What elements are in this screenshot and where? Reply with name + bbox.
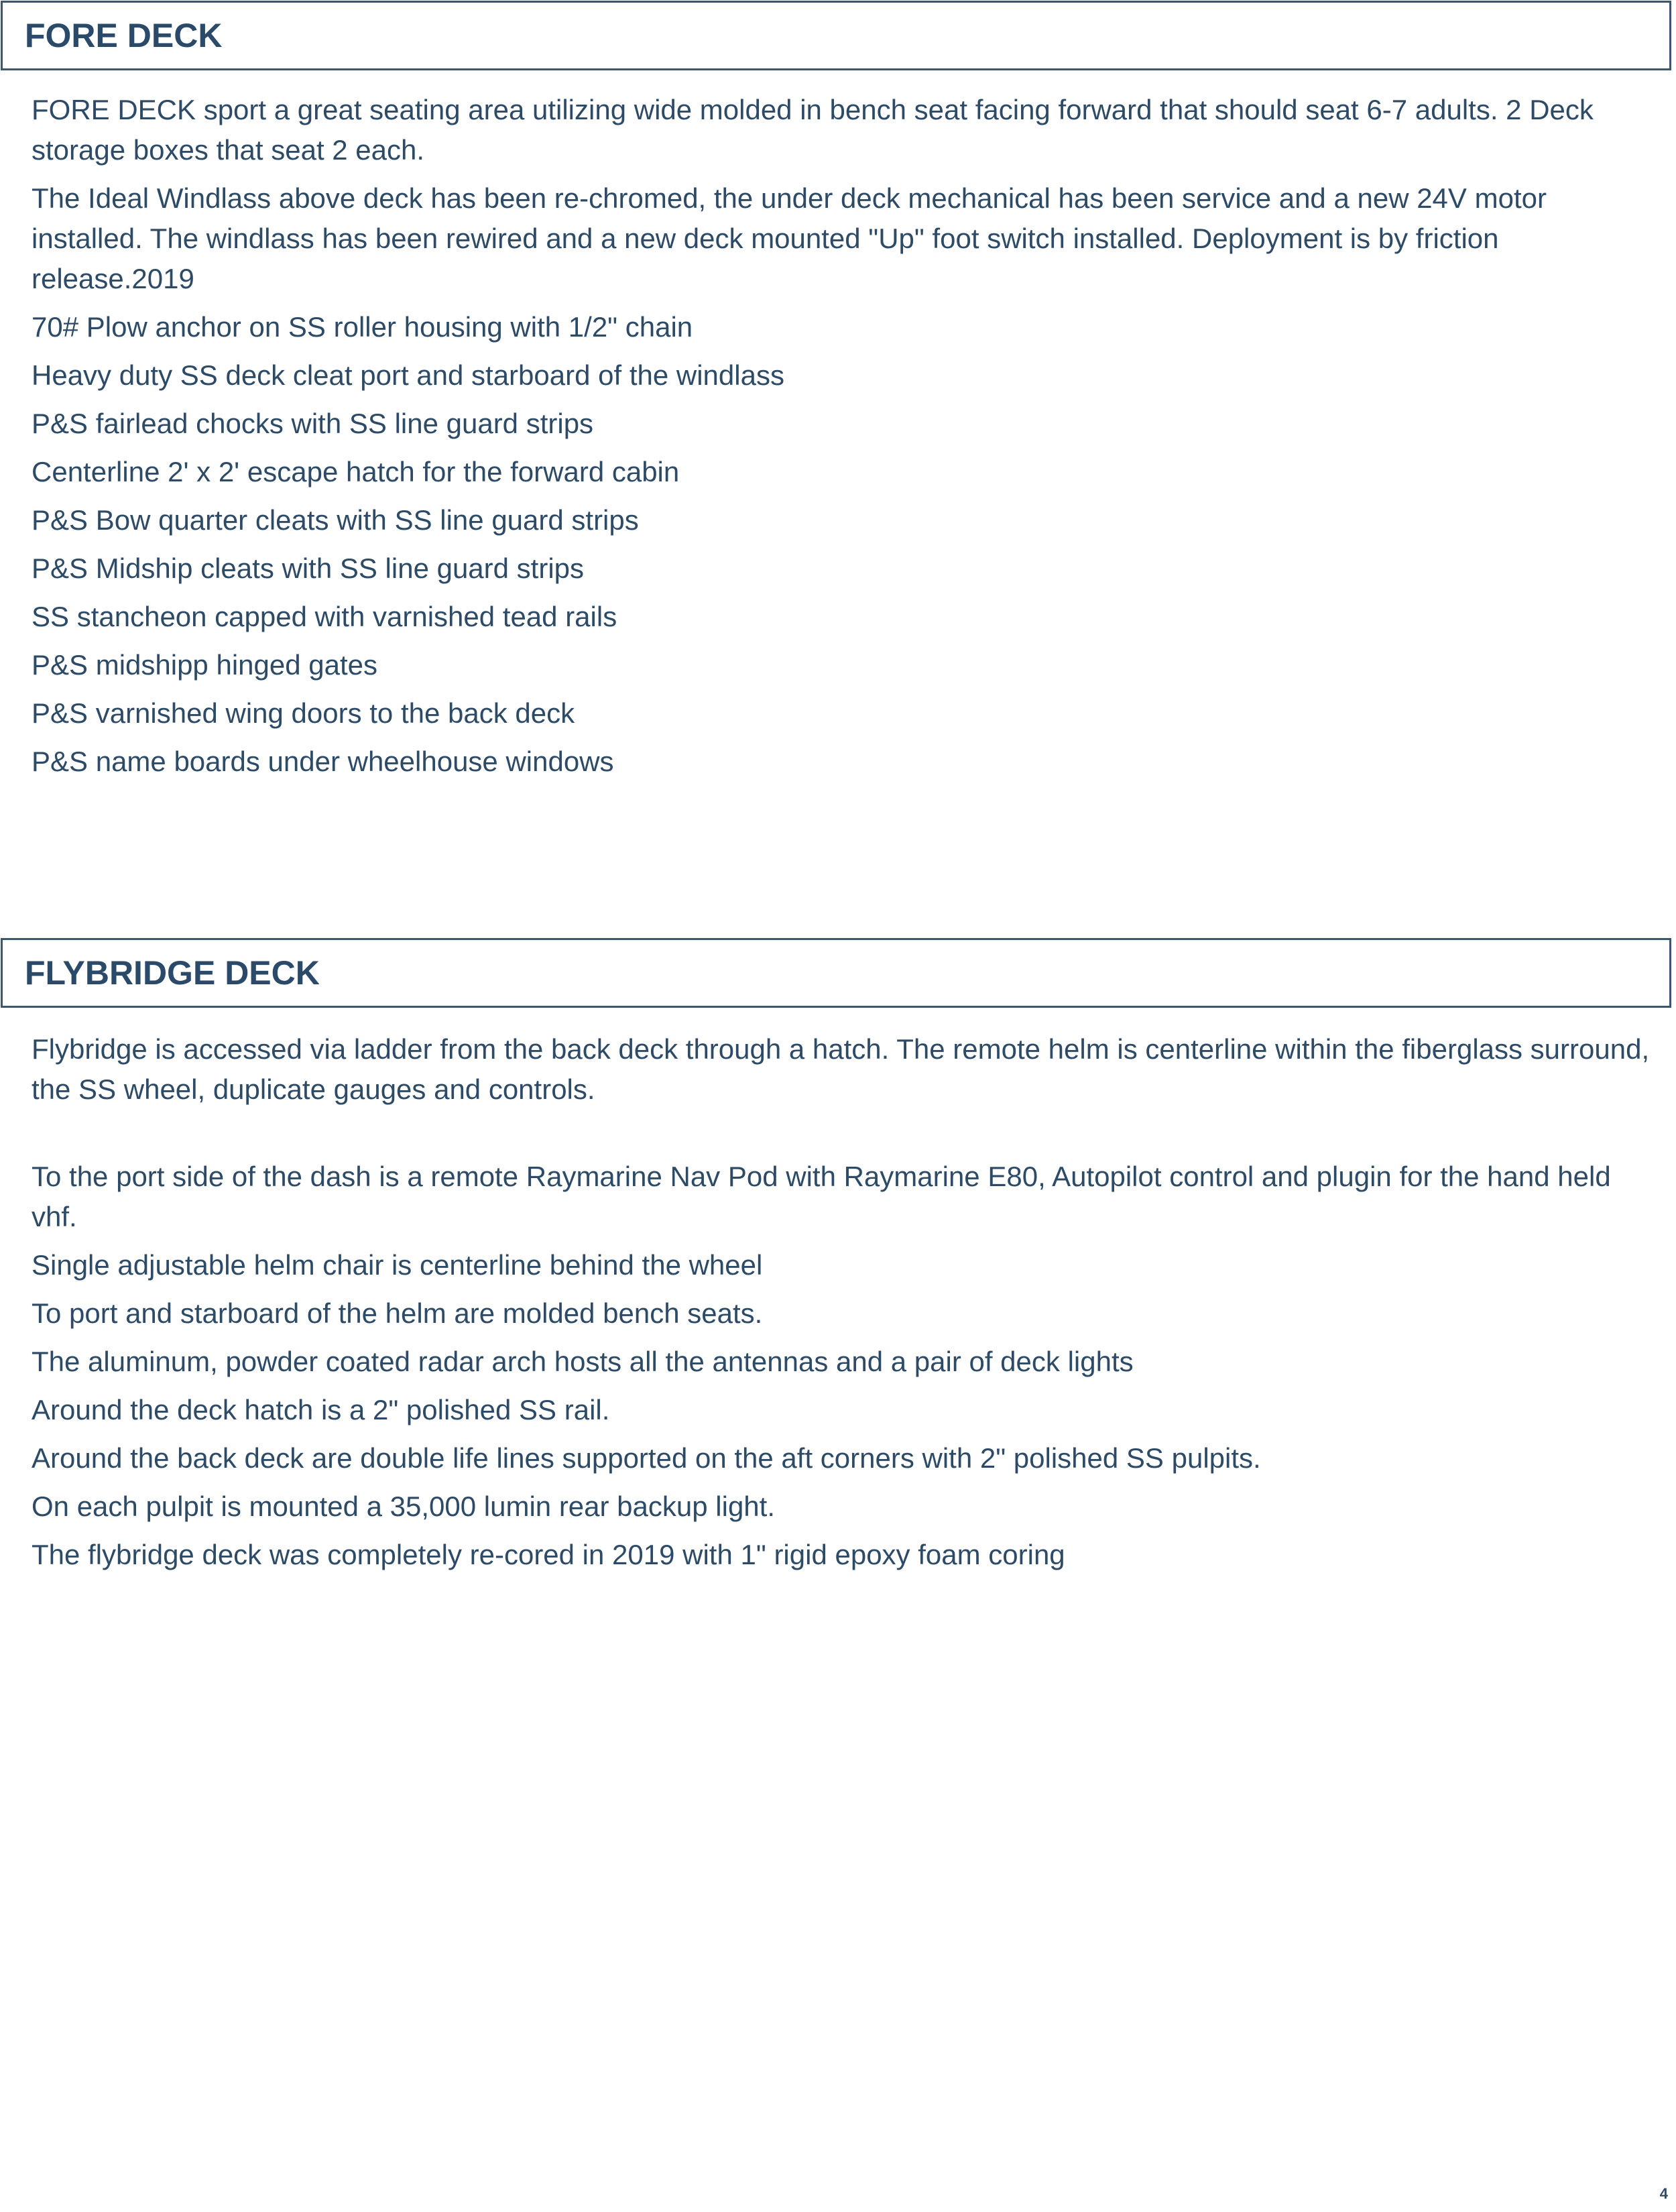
flybridge-deck-body bbox=[32, 1029, 1654, 1583]
paragraph: 70# Plow anchor on SS roller housing with 1/2" chain bbox=[32, 311, 693, 343]
paragraph: On each pulpit is mounted a 35,000 lumin rear backup light. bbox=[32, 1491, 776, 1522]
paragraph: Around the deck hatch is a 2" polished SS rail. bbox=[32, 1394, 610, 1425]
paragraph: To port and starboard of the helm are molded bench seats. bbox=[32, 1297, 763, 1329]
paragraph: To the port side of the dash is a remote Raymarine Nav Pod with Raymarine E80, Autopilot control and plugin for the hand held vhf. bbox=[32, 1161, 1611, 1232]
paragraph: Flybridge is accessed via ladder from the back deck through a hatch. The remote helm is centerline within the fiberglass surround, the SS wheel, duplicate gauges and controls. bbox=[32, 1033, 1650, 1105]
paragraph: The flybridge deck was completely re-cored in 2019 with 1" rigid epoxy foam coring bbox=[32, 1539, 1065, 1570]
paragraph: P&S Bow quarter cleats with SS line guard strips bbox=[32, 504, 639, 536]
paragraph: P&S fairlead chocks with SS line guard strips bbox=[32, 408, 594, 439]
paragraph: SS stancheon capped with varnished tead rails bbox=[32, 601, 617, 632]
fore-deck-header bbox=[1, 1, 1671, 70]
page-number: 4 bbox=[1659, 2185, 1668, 2202]
fore-deck-body bbox=[32, 90, 1654, 790]
paragraph: Heavy duty SS deck cleat port and starboard of the windlass bbox=[32, 359, 784, 391]
paragraph: P&S midshipp hinged gates bbox=[32, 649, 377, 681]
paragraph: The aluminum, powder coated radar arch hosts all the antennas and a pair of deck lights bbox=[32, 1346, 1134, 1377]
flybridge-deck-header bbox=[1, 938, 1671, 1008]
paragraph: Single adjustable helm chair is centerline behind the wheel bbox=[32, 1249, 763, 1281]
paragraph: Centerline 2' x 2' escape hatch for the forward cabin bbox=[32, 456, 680, 487]
paragraph: P&S varnished wing doors to the back deck bbox=[32, 697, 575, 729]
paragraph: P&S Midship cleats with SS line guard strips bbox=[32, 552, 585, 584]
paragraph: P&S name boards under wheelhouse windows bbox=[32, 746, 614, 777]
section-title: FORE DECK bbox=[25, 17, 223, 54]
paragraph: FORE DECK sport a great seating area utilizing wide molded in bench seat facing forward that should seat 6-7 adults. 2 Deck storage boxes that seat 2 each. bbox=[32, 94, 1594, 166]
paragraph: Around the back deck are double life lines supported on the aft corners with 2" polished SS pulpits. bbox=[32, 1442, 1261, 1474]
section-title: FLYBRIDGE DECK bbox=[25, 954, 320, 992]
paragraph: The Ideal Windlass above deck has been re-chromed, the under deck mechanical has been service and a new 24V motor installed. The windlass has been rewired and a new deck mounted "Up" foot switch installed. Deployment is by friction release.2019 bbox=[32, 182, 1547, 294]
